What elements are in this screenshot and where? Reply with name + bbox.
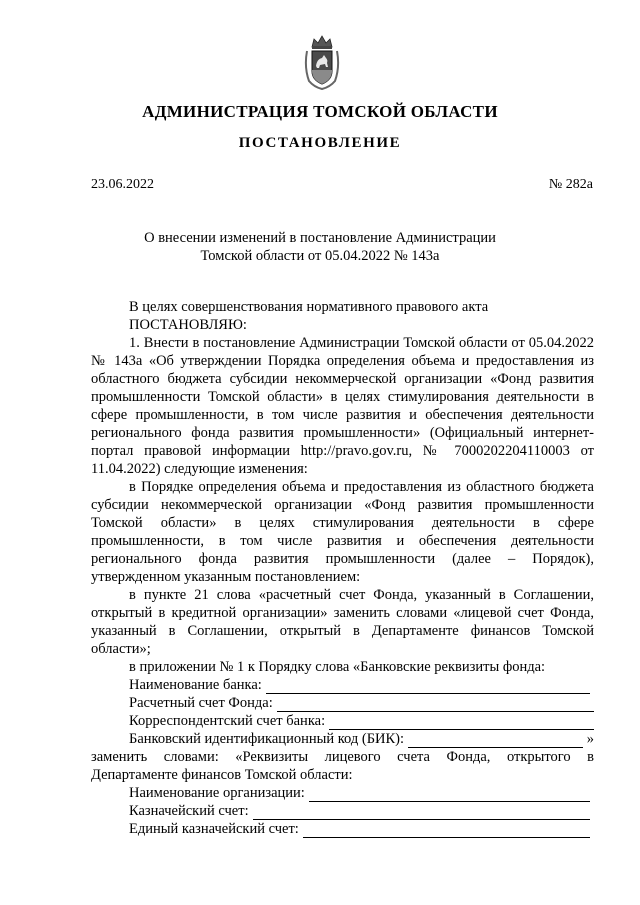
treasury-account-label: Казначейский счет: [129,803,249,819]
subject-line-1: О внесении изменений в постановление Администрации [144,230,496,246]
procedure-paragraph: в Порядке определения объема и предоставления из областного бюджета субсидии некоммерческой организации «Фонд развития промышленности Томской области» в целях стимулирования деятельности в сфере промышленности, в том числе развития и обеспечения деятельности регионального фонда развития промышленности (далее – Порядок), утвержденном указанным постановлением: [91,479,594,585]
form-row-org-name [91,784,594,802]
document-date: 23.06.2022 [91,177,154,192]
settlement-account-label: Расчетный счет Фонда: [129,695,273,711]
form-row-bank-name [91,676,594,694]
clause-21-paragraph: в пункте 21 слова «расчетный счет Фонда, указанный в Соглашении, открытый в кредитной организации» заменить словами «лицевой счет Фонда, указанный в Соглашении, открытый в Департаменте финансов Томской области»; [91,587,594,657]
form-row-correspondent-account [91,712,594,730]
document-number: № 282а [548,177,593,192]
blank-line [309,788,590,802]
tomsk-oblast-coat-of-arms-icon [304,33,340,91]
blank-line [329,716,594,730]
closing-quote: » [586,731,594,747]
replace-paragraph: заменить словами: «Реквизиты лицевого счета Фонда, открытого в Департаменте финансов Томской области: [91,749,594,783]
blank-line [277,698,594,712]
form-row-bik [91,730,594,748]
document-body [91,298,594,838]
bik-label: Банковский идентификационный код (БИК): [129,731,405,747]
blank-line [303,824,590,838]
appendix-paragraph: в приложении № 1 к Порядку слова «Банковские реквизиты фонда: [129,659,546,675]
org-name-label: Наименование организации: [129,785,305,801]
blank-line [253,806,590,820]
form-row-treasury-account [91,802,594,820]
item-1-paragraph: 1. Внести в постановление Администрации Томской области от 05.04.2022 № 143а «Об утверждении Порядка определения объема и предоставления из областного бюджета субсидии некоммерческой организации «Фонд развития промышленности Томской области» в целях стимулирования деятельности в сфере промышленности, в том числе развития и обеспечения деятельности регионального фонда развития промышленности» (Официальный интернет-портал правовой информации http://pravo.gov.ru, № 7000202204110003 от 11.04.2022) следующие изменения: [91,335,594,477]
document-subject [0,229,640,265]
intro-paragraph: В целях совершенствования нормативного правового акта [129,299,489,315]
bank-name-label: Наименование банка: [129,677,262,693]
decree-word: ПОСТАНОВЛЯЮ: [129,317,247,333]
document-type: ПОСТАНОВЛЕНИЕ [238,135,402,151]
organization-title: АДМИНИСТРАЦИЯ ТОМСКОЙ ОБЛАСТИ [142,102,498,121]
subject-line-2: Томской области от 05.04.2022 № 143а [200,248,440,264]
form-row-settlement-account [91,694,594,712]
blank-line [266,680,590,694]
single-treasury-account-label: Единый казначейский счет: [129,821,299,837]
form-row-single-treasury-account [91,820,594,838]
blank-line [408,734,583,748]
correspondent-account-label: Корреспондентский счет банка: [129,713,326,729]
